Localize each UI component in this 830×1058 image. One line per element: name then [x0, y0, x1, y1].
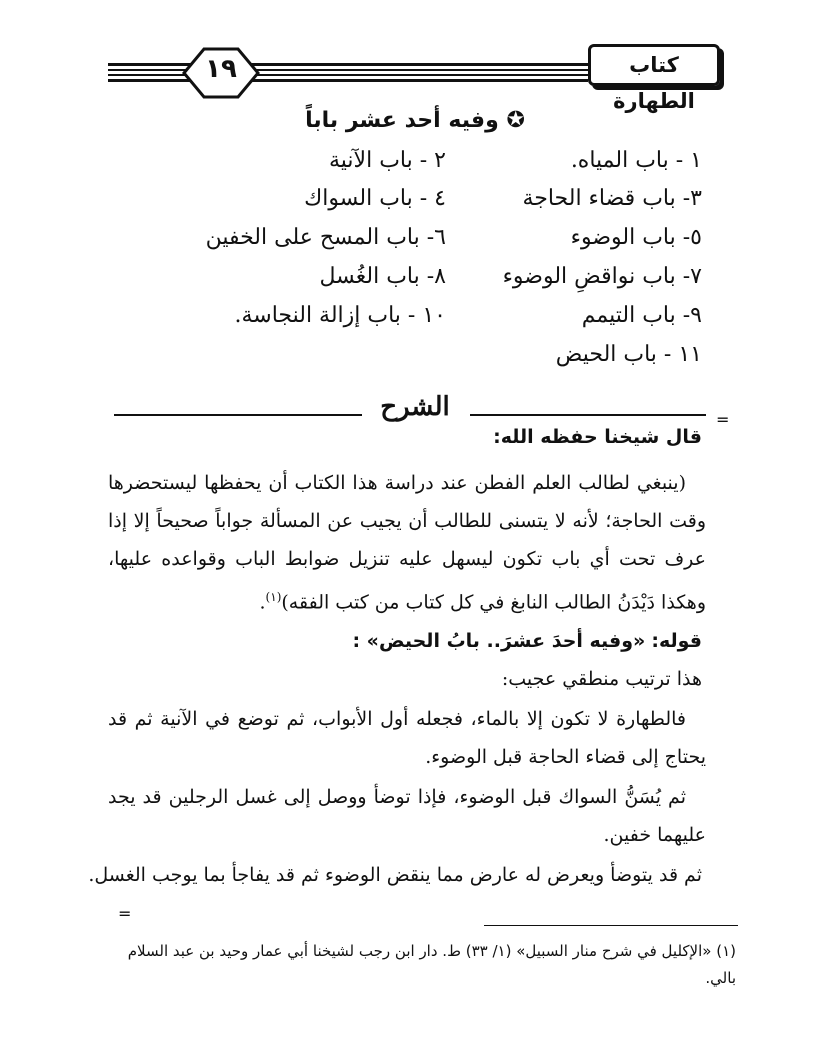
chapter-item: ٧- باب نواقضِ الوضوء: [502, 264, 702, 289]
section-heading: ✪ وفيه أحد عشر باباً: [305, 108, 525, 133]
paragraph: ثم يُسَنُّ السواك قبل الوضوء، فإذا توضأ ووصل إلى غسل الرجلين قد يجد عليهما خفين.: [108, 786, 706, 846]
section-title: الشرح: [380, 392, 450, 422]
chapter-item: ٦- باب المسح على الخفين: [205, 225, 446, 250]
margin-mark: =: [716, 410, 730, 429]
quote-paragraph: (ينبغي لطالب العلم الفطن عند دراسة هذا الكتاب أن يحفظها ليستحضرها وقت الحاجة؛ لأنه لا يتسنى للطالب أن يجيب عن المسألة جواباً صحيحاً إلا إذا عرف تحت أي باب تكون ليسهل عليه تنزيل ضوابط الباب وقواعده عليها، وهكذا دَيْدَنُ الطالب النابغ في كل كتاب من كتب الفقه)$^{(١)}$.: [108, 472, 706, 614]
chapter-item: ٣- باب قضاء الحاجة: [522, 186, 702, 211]
chapter-item: ١ - باب المياه.: [570, 148, 702, 173]
chapter-item: ٨- باب الغُسل: [319, 264, 446, 289]
chapter-item: ٩- باب التيمم: [581, 303, 702, 328]
divider-left: [114, 414, 362, 416]
paragraph: ثم قد يتوضأ ويعرض له عارض مما ينقض الوضوء ثم قد يفاجأ بما يوجب الغسل.: [88, 864, 702, 886]
chapter-item: ٥- باب الوضوء: [570, 225, 702, 250]
footnote-ref: (١): [265, 590, 282, 604]
chapter-item: ٢ - باب الآنية: [329, 148, 446, 173]
speaker-line: قال شيخنا حفظه الله:: [493, 426, 702, 448]
book-title: كتاب الطهارة: [588, 44, 720, 86]
margin-mark: =: [118, 904, 132, 923]
chapter-item: ٤ - باب السواك: [304, 186, 446, 211]
footnote-rule: [484, 925, 738, 926]
paragraph: فالطهارة لا تكون إلا بالماء، فجعله أول الأبواب، ثم توضع في الآنية ثم قد يحتاج إلى قضاء الحاجة قبل الوضوء.: [108, 708, 706, 768]
paragraph: هذا ترتيب منطقي عجيب:: [501, 668, 702, 690]
page-number: ١٩: [205, 54, 237, 84]
star-ornament-icon: ✪: [506, 108, 525, 133]
chapter-item: ١٠ - باب إزالة النجاسة.: [234, 303, 446, 328]
footnote: (١) «الإكليل في شرح منار السبيل» (١/ ٣٣) ط. دار ابن رجب لشيخنا أبي عمار وحيد بن عبد السلام بالي.: [127, 942, 736, 987]
divider-right: [470, 414, 706, 416]
chapter-item: ١١ - باب الحيض: [555, 342, 702, 367]
qawluhu-line: قوله: «وفيه أحدَ عشرَ.. بابُ الحيض» :: [352, 630, 702, 652]
